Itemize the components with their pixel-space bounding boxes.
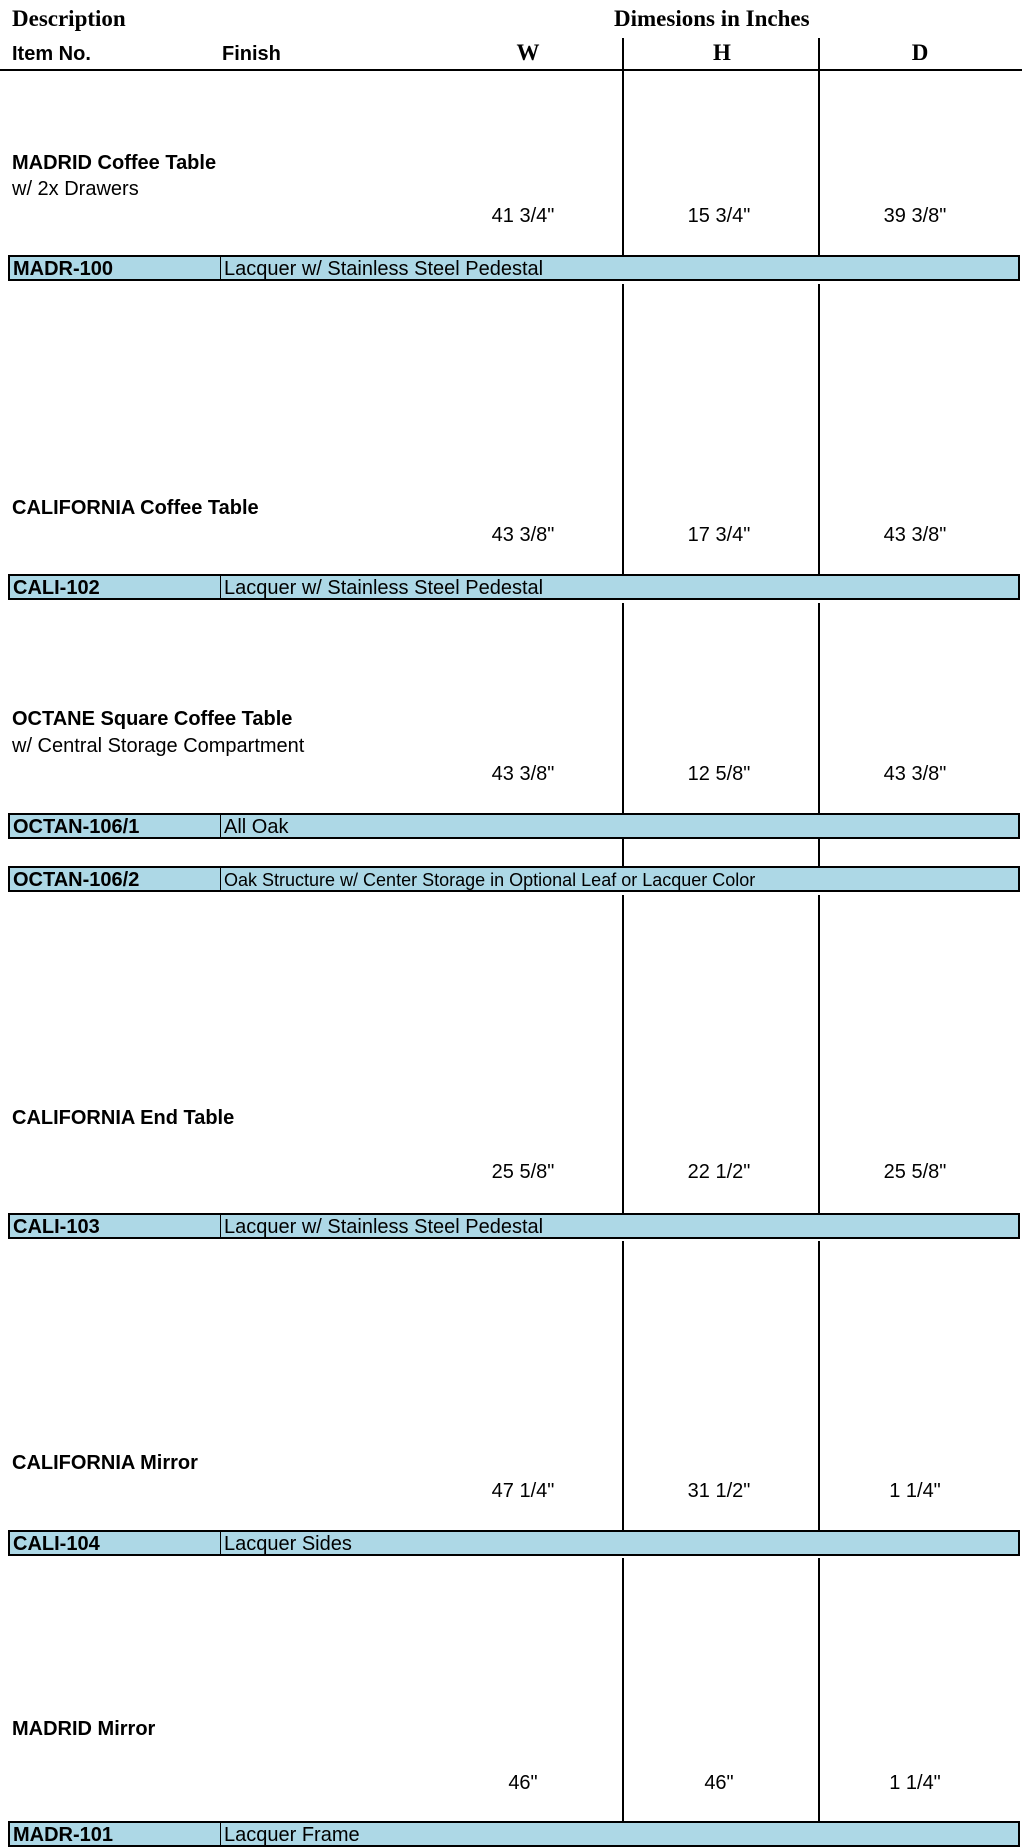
item-row[interactable]: [8, 574, 1020, 600]
depth-value: 43 3/8": [883, 524, 947, 546]
item-row[interactable]: [8, 813, 1020, 839]
column-divider: [818, 895, 820, 1214]
item-name: MADRID Coffee Table: [12, 152, 217, 174]
height-value: 17 3/4": [687, 524, 751, 546]
width-value: 43 3/8": [491, 524, 555, 546]
cell-divider: [220, 1823, 221, 1845]
item-row[interactable]: [8, 866, 1020, 892]
width-header: W: [516, 40, 540, 65]
width-value: 43 3/8": [491, 763, 555, 785]
column-divider: [818, 1558, 820, 1822]
height-value: 31 1/2": [687, 1480, 751, 1502]
finish-value: Lacquer w/ Stainless Steel Pedestal: [224, 1216, 544, 1238]
column-divider: [622, 284, 624, 575]
depth-value: 43 3/8": [883, 763, 947, 785]
width-value: 46": [508, 1772, 538, 1794]
description-header: Description: [12, 6, 126, 31]
height-header: H: [713, 40, 731, 65]
column-divider: [622, 1241, 624, 1531]
depth-value: 1 1/4": [889, 1772, 941, 1794]
finish-value: Lacquer Frame: [224, 1824, 360, 1846]
cell-divider: [220, 868, 221, 890]
item-name: CALIFORNIA Coffee Table: [12, 497, 259, 519]
item-subtitle: w/ 2x Drawers: [12, 178, 139, 200]
height-value: 12 5/8": [687, 763, 751, 785]
header-rule: [0, 69, 1022, 71]
finish-value: Oak Structure w/ Center Storage in Optional Leaf or Lacquer Color: [224, 870, 756, 890]
height-value: 15 3/4": [687, 205, 751, 227]
item-row[interactable]: [8, 1530, 1020, 1556]
width-value: 25 5/8": [491, 1161, 555, 1183]
width-value: 47 1/4": [491, 1480, 555, 1502]
depth-value: 39 3/8": [883, 205, 947, 227]
item-code: OCTAN-106/2: [13, 869, 140, 891]
item-code: MADR-101: [13, 1824, 114, 1846]
column-divider: [622, 1558, 624, 1822]
finish-value: All Oak: [224, 816, 289, 838]
column-divider: [622, 895, 624, 1214]
column-divider: [818, 1241, 820, 1531]
cell-divider: [220, 257, 221, 279]
height-value: 46": [704, 1772, 734, 1794]
height-value: 22 1/2": [687, 1161, 751, 1183]
dimensions-header: Dimesions in Inches: [614, 6, 810, 31]
depth-value: 25 5/8": [883, 1161, 947, 1183]
depth-header: D: [911, 40, 929, 65]
item-subtitle: w/ Central Storage Compartment: [12, 735, 305, 757]
cell-divider: [220, 576, 221, 598]
cell-divider: [220, 1532, 221, 1554]
item-code: CALI-102: [13, 577, 100, 599]
column-divider: [622, 38, 624, 256]
item-code: CALI-104: [13, 1533, 100, 1555]
item-code: MADR-100: [13, 258, 114, 280]
item-name: CALIFORNIA Mirror: [12, 1452, 198, 1474]
item-code: OCTAN-106/1: [13, 816, 140, 838]
item-name: MADRID Mirror: [12, 1718, 156, 1740]
finish-value: Lacquer w/ Stainless Steel Pedestal: [224, 258, 544, 280]
item-no-header: Item No.: [12, 43, 91, 65]
item-row[interactable]: [8, 1821, 1020, 1847]
column-divider: [818, 284, 820, 575]
item-row[interactable]: [8, 255, 1020, 281]
finish-value: Lacquer Sides: [224, 1533, 352, 1555]
finish-header: Finish: [222, 43, 281, 65]
cell-divider: [220, 1215, 221, 1237]
item-code: CALI-103: [13, 1216, 100, 1238]
finish-value: Lacquer w/ Stainless Steel Pedestal: [224, 577, 544, 599]
item-name: OCTANE Square Coffee Table: [12, 708, 293, 730]
cell-divider: [220, 815, 221, 837]
column-divider: [818, 38, 820, 256]
depth-value: 1 1/4": [889, 1480, 941, 1502]
item-row[interactable]: [8, 1213, 1020, 1239]
width-value: 41 3/4": [491, 205, 555, 227]
item-name: CALIFORNIA End Table: [12, 1107, 235, 1129]
